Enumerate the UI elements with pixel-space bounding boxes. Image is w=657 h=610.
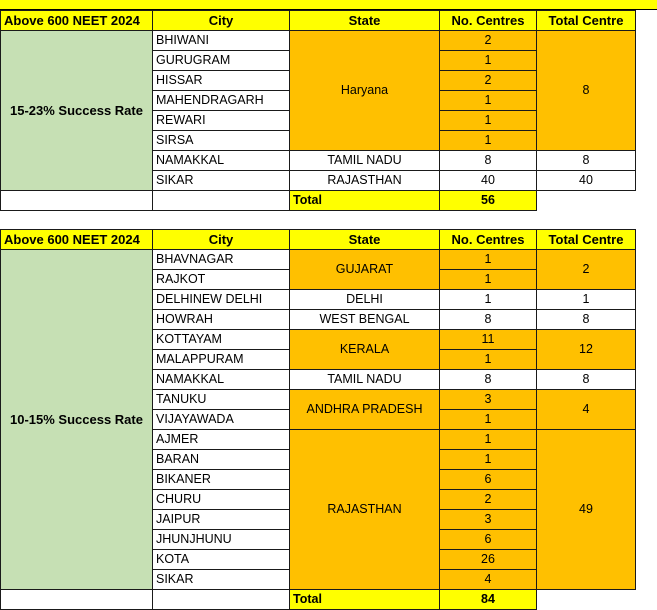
centres-cell: 2 [440, 71, 537, 91]
centres-cell: 8 [440, 370, 537, 390]
city-cell: JHUNJHUNU [153, 530, 290, 550]
state-cell: GUJARAT [290, 250, 440, 290]
state-cell: WEST BENGAL [290, 310, 440, 330]
centres-cell: 1 [440, 131, 537, 151]
city-cell: HOWRAH [153, 310, 290, 330]
city-cell: SIKAR [153, 171, 290, 191]
centres-cell: 1 [440, 350, 537, 370]
group-label: 15-23% Success Rate [1, 31, 153, 191]
centres-cell: 1 [440, 430, 537, 450]
city-cell: TANUKU [153, 390, 290, 410]
centres-cell: 1 [440, 51, 537, 71]
centres-cell: 40 [440, 171, 537, 191]
city-cell: RAJKOT [153, 270, 290, 290]
total-centre-cell: 12 [537, 330, 636, 370]
header-city: City [153, 230, 290, 250]
total-centre-cell: 4 [537, 390, 636, 430]
header-total-centre: Total Centre [537, 230, 636, 250]
centres-cell: 1 [440, 250, 537, 270]
city-cell: DELHINEW DELHI [153, 290, 290, 310]
centres-cell: 1 [440, 410, 537, 430]
city-cell: JAIPUR [153, 510, 290, 530]
city-cell: KOTA [153, 550, 290, 570]
header-row [1, 11, 636, 31]
centres-cell: 1 [440, 270, 537, 290]
centres-cell: 11 [440, 330, 537, 350]
city-cell: KOTTAYAM [153, 330, 290, 350]
total-label: Total [290, 590, 440, 610]
state-cell: TAMIL NADU [290, 370, 440, 390]
header-city: City [153, 11, 290, 31]
total-value: 84 [440, 590, 537, 610]
total-centre-cell: 8 [537, 31, 636, 151]
total-centre-cell: 8 [537, 370, 636, 390]
success-table-2 [0, 229, 636, 610]
centres-cell: 2 [440, 490, 537, 510]
state-cell: RAJASTHAN [290, 430, 440, 590]
empty-cell [153, 191, 290, 211]
centres-cell: 3 [440, 510, 537, 530]
state-cell: TAMIL NADU [290, 151, 440, 171]
total-centre-cell: 2 [537, 250, 636, 290]
centres-cell: 1 [440, 290, 537, 310]
city-cell: BARAN [153, 450, 290, 470]
city-cell: AJMER [153, 430, 290, 450]
centres-cell: 1 [440, 450, 537, 470]
centres-cell: 8 [440, 151, 537, 171]
centres-cell: 1 [440, 111, 537, 131]
city-cell: BHIWANI [153, 31, 290, 51]
success-table-1 [0, 10, 636, 211]
centres-cell: 8 [440, 310, 537, 330]
header-no-centres: No. Centres [440, 230, 537, 250]
state-cell: DELHI [290, 290, 440, 310]
centres-cell: 6 [440, 530, 537, 550]
total-centre-cell: 8 [537, 310, 636, 330]
empty-cell [1, 590, 153, 610]
city-cell: REWARI [153, 111, 290, 131]
state-cell: ANDHRA PRADESH [290, 390, 440, 430]
total-label: Total [290, 191, 440, 211]
header-total-centre: Total Centre [537, 11, 636, 31]
header-row [1, 230, 636, 250]
centres-cell: 3 [440, 390, 537, 410]
header-no-centres: No. Centres [440, 11, 537, 31]
top-strip [0, 0, 657, 10]
centres-cell: 1 [440, 91, 537, 111]
group-label: 10-15% Success Rate [1, 250, 153, 590]
total-row [1, 191, 636, 211]
city-cell: CHURU [153, 490, 290, 510]
total-value: 56 [440, 191, 537, 211]
city-cell: NAMAKKAL [153, 370, 290, 390]
empty-cell [537, 590, 636, 610]
header-state: State [290, 11, 440, 31]
total-row [1, 590, 636, 610]
city-cell: SIKAR [153, 570, 290, 590]
table-row [1, 250, 636, 270]
state-cell: RAJASTHAN [290, 171, 440, 191]
total-centre-cell: 1 [537, 290, 636, 310]
total-centre-cell: 40 [537, 171, 636, 191]
table-row [1, 31, 636, 51]
centres-cell: 2 [440, 31, 537, 51]
city-cell: MAHENDRAGARH [153, 91, 290, 111]
centres-cell: 4 [440, 570, 537, 590]
header-category: Above 600 NEET 2024 [1, 230, 153, 250]
state-cell: Haryana [290, 31, 440, 151]
state-cell: KERALA [290, 330, 440, 370]
header-category: Above 600 NEET 2024 [1, 11, 153, 31]
centres-cell: 6 [440, 470, 537, 490]
city-cell: VIJAYAWADA [153, 410, 290, 430]
city-cell: HISSAR [153, 71, 290, 91]
centres-cell: 26 [440, 550, 537, 570]
empty-cell [1, 191, 153, 211]
total-centre-cell: 8 [537, 151, 636, 171]
total-centre-cell: 49 [537, 430, 636, 590]
city-cell: GURUGRAM [153, 51, 290, 71]
empty-cell [537, 191, 636, 211]
city-cell: SIRSA [153, 131, 290, 151]
city-cell: MALAPPURAM [153, 350, 290, 370]
city-cell: BHAVNAGAR [153, 250, 290, 270]
empty-cell [153, 590, 290, 610]
city-cell: BIKANER [153, 470, 290, 490]
header-state: State [290, 230, 440, 250]
city-cell: NAMAKKAL [153, 151, 290, 171]
